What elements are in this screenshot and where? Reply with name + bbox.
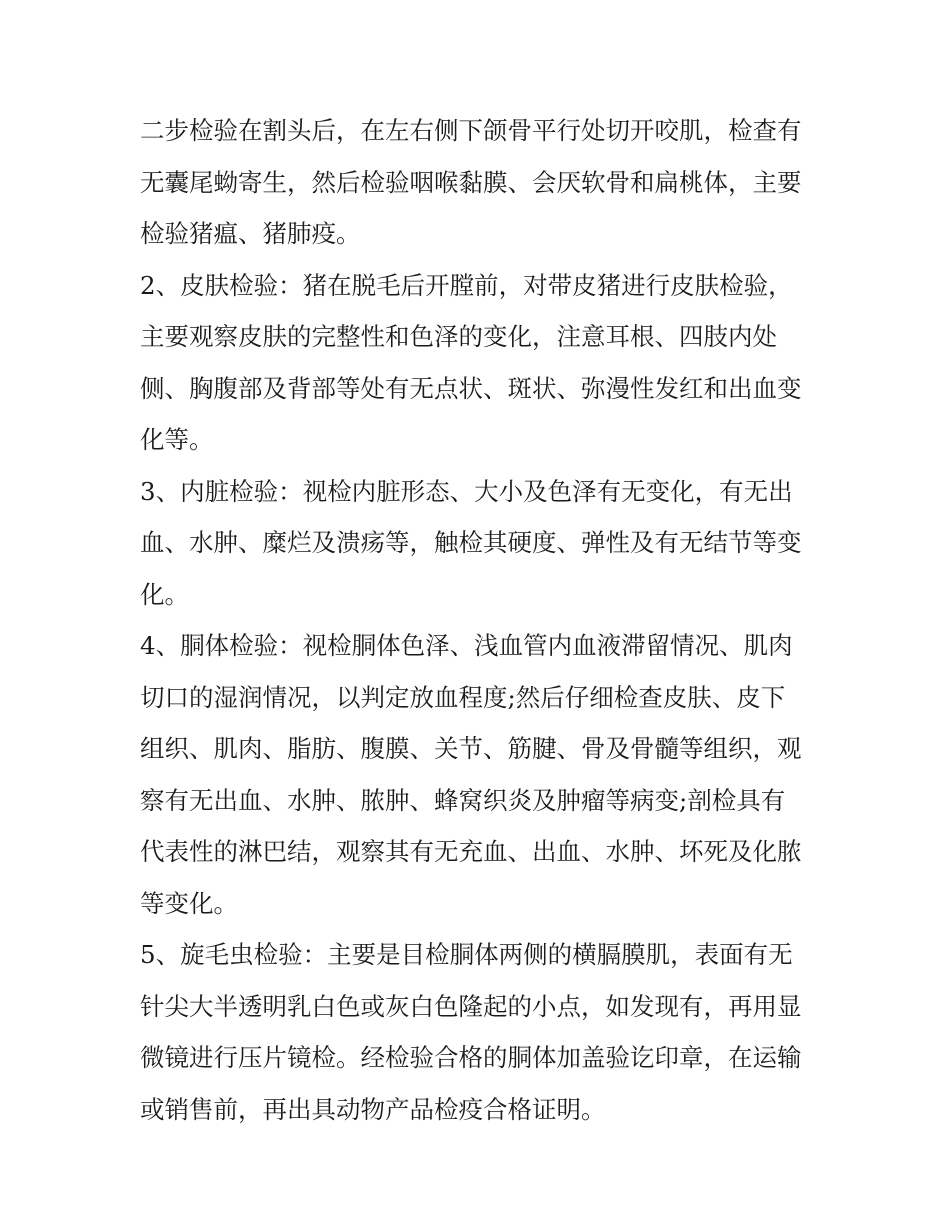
text-line: 血、水肿、糜烂及溃疡等，触检其硬度、弹性及有无结节等变 bbox=[140, 528, 802, 557]
text-line: 察有无出血、水肿、脓肿、蜂窝织炎及肿瘤等病变;剖检具有 bbox=[140, 785, 786, 815]
text-line: 切口的湿润情况，以判定放血程度;然后仔细检查皮肤、皮下 bbox=[140, 682, 786, 712]
text-line: 主要观察皮肤的完整性和色泽的变化，注意耳根、四肢内处 bbox=[140, 322, 777, 351]
paragraph-intro-continued bbox=[140, 105, 820, 260]
text-line: 无囊尾蚴寄生，然后检验咽喉黏膜、会厌软骨和扁桃体，主要 bbox=[140, 167, 802, 197]
text-line: 4、胴体检验：视检胴体色泽、浅血管内血液滞留情况、肌肉 bbox=[140, 631, 793, 660]
text-line: 检验猪瘟、猪肺疫。 bbox=[140, 219, 361, 248]
text-line: 侧、胸腹部及背部等处有无点状、斑状、弥漫性发红和出血变 bbox=[140, 373, 802, 403]
text-line: 微镜进行压片镜检。经检验合格的胴体加盖验讫印章，在运输 bbox=[140, 1043, 802, 1072]
text-line: 2、皮肤检验：猪在脱毛后开膛前，对带皮猪进行皮肤检验， bbox=[140, 270, 793, 300]
text-line: 化。 bbox=[140, 579, 189, 609]
text-line: 代表性的淋巴结，观察其有无充血、出血、水肿、坏死及化脓 bbox=[140, 837, 802, 866]
document-body bbox=[140, 105, 820, 1135]
text-line: 化等。 bbox=[140, 425, 214, 454]
text-line: 等变化。 bbox=[140, 888, 238, 918]
text-line: 组织、肌肉、脂肪、腹膜、关节、筋腱、骨及骨髓等组织，观 bbox=[140, 734, 802, 763]
paragraph-trichinella-inspection bbox=[140, 929, 820, 1135]
text-line: 针尖大半透明乳白色或灰白色隆起的小点，如发现有，再用显 bbox=[140, 991, 802, 1021]
paragraph-viscera-inspection bbox=[140, 466, 820, 621]
text-line: 二步检验在割头后，在左右侧下颌骨平行处切开咬肌，检查有 bbox=[140, 116, 802, 145]
text-line: 3、内脏检验：视检内脏形态、大小及色泽有无变化，有无出 bbox=[140, 476, 793, 506]
text-line: 或销售前，再出具动物产品检疫合格证明。 bbox=[140, 1094, 606, 1124]
text-line: 5、旋毛虫检验：主要是目检胴体两侧的横膈膜肌，表面有无 bbox=[140, 940, 793, 969]
paragraph-skin-inspection bbox=[140, 260, 820, 466]
paragraph-carcass-inspection bbox=[140, 620, 820, 929]
